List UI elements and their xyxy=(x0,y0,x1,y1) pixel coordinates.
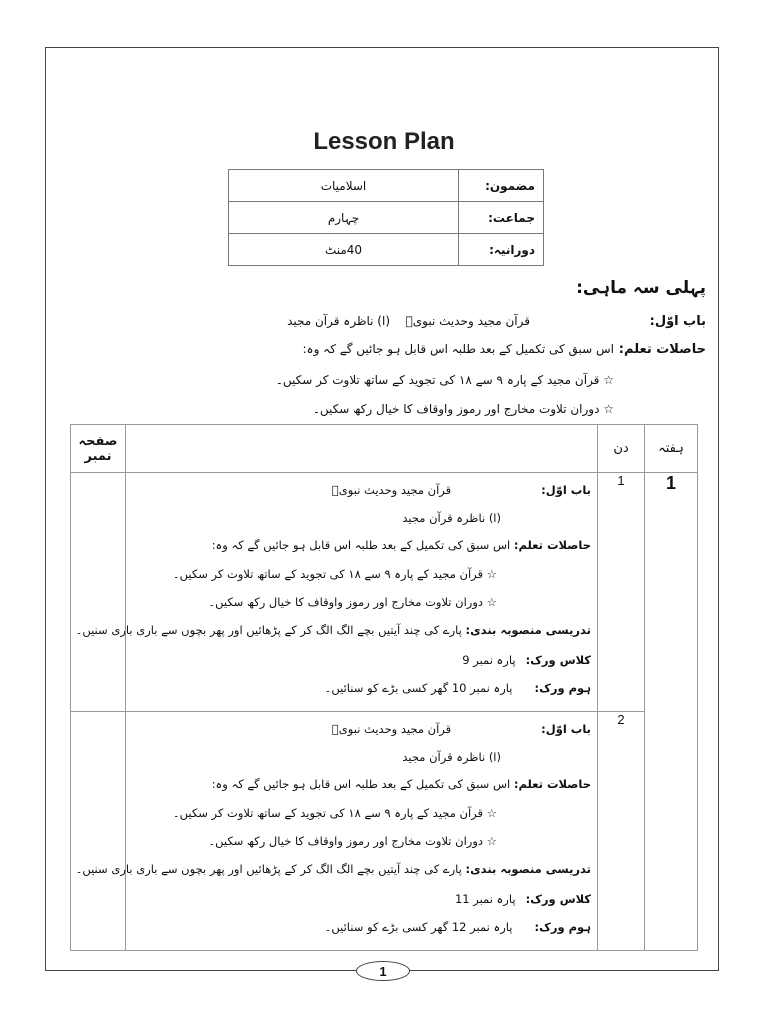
outcomes-label: حاصلات تعلم: xyxy=(513,538,591,552)
semester-heading: پہلی سہ ماہی: xyxy=(576,278,706,298)
table-row xyxy=(71,473,698,712)
outcome-point: ☆ قرآن مجید کے پارہ ۹ سے ۱۸ کی تجوید کے ساتھ تلاوت کر سکیں۔ xyxy=(275,373,614,387)
header-page-number: صفحہ نمبر xyxy=(71,425,126,473)
info-row-class xyxy=(229,202,544,234)
info-row-subject xyxy=(229,170,544,202)
outcomes-label: حاصلات تعلم: xyxy=(618,342,706,357)
outcome-point: ☆ دوران تلاوت مخارج اور رموز واوقاف کا خیال رکھ سکیں۔ xyxy=(208,595,497,609)
chapter-title: قرآن مجید وحدیث نبویؐ xyxy=(405,314,530,328)
classwork-text: پارہ نمبر 9 xyxy=(462,653,516,667)
outcome-point: ☆ دوران تلاوت مخارج اور رموز واوقاف کا خیال رکھ سکیں۔ xyxy=(208,834,497,848)
outcomes-intro: اس سبق کی تکمیل کے بعد طلبہ اس قابل ہو جائیں گے کہ وہ: xyxy=(211,538,511,552)
classwork-text: پارہ نمبر 11 xyxy=(454,892,516,906)
week-cell: 1 xyxy=(645,473,698,951)
day-cell: 2 xyxy=(598,712,645,951)
homework-text: پارہ نمبر 12 گھر کسی بڑے کو سنائیں۔ xyxy=(324,920,513,934)
chapter-label: باب اوّل: xyxy=(649,314,706,329)
lesson-content-cell xyxy=(75,712,598,951)
info-label: جماعت: xyxy=(459,202,544,234)
plan-text: پارے کی چند آیتیں بچے الگ الگ کر کے پڑھائیں اور پھر بچوں سے باری باری سنیں۔ xyxy=(75,623,462,637)
info-value: اسلامیات xyxy=(229,170,459,202)
chapter-sub: (ا) ناظرہ قرآن مجید xyxy=(402,511,501,525)
table-row xyxy=(71,712,698,951)
header-content xyxy=(126,425,598,473)
outcome-point: ☆ دوران تلاوت مخارج اور رموز واوقاف کا خیال رکھ سکیں۔ xyxy=(312,402,614,416)
info-value: چہارم xyxy=(229,202,459,234)
homework-label: ہوم ورک: xyxy=(534,681,591,695)
homework-text: پارہ نمبر 10 گھر کسی بڑے کو سنائیں۔ xyxy=(324,681,513,695)
plan-text: پارے کی چند آیتیں بچے الگ الگ کر کے پڑھائیں اور پھر بچوں سے باری باری سنیں۔ xyxy=(75,862,462,876)
plan-label: تدریسی منصوبہ بندی: xyxy=(465,862,591,876)
outcome-point: ☆ قرآن مجید کے پارہ ۹ سے ۱۸ کی تجوید کے ساتھ تلاوت کر سکیں۔ xyxy=(172,806,497,820)
plan-label: تدریسی منصوبہ بندی: xyxy=(465,623,591,637)
classwork-label: کلاس ورک: xyxy=(525,892,591,906)
chapter-title: قرآن مجید وحدیث نبویؐ xyxy=(331,722,452,736)
weekly-plan-table xyxy=(70,424,698,951)
chapter-label: باب اوّل: xyxy=(541,722,591,736)
outcomes-label: حاصلات تعلم: xyxy=(513,777,591,791)
chapter-title: قرآن مجید وحدیث نبویؐ xyxy=(331,483,452,497)
homework-label: ہوم ورک: xyxy=(534,920,591,934)
outcomes-intro: اس سبق کی تکمیل کے بعد طلبہ اس قابل ہو جائیں گے کہ وہ: xyxy=(211,777,511,791)
page-number-cell xyxy=(71,712,126,951)
outcomes-intro: اس سبق کی تکمیل کے بعد طلبہ اس قابل ہو جائیں گے کہ وہ: xyxy=(302,342,614,356)
chapter-sub: (ا) ناظرہ قرآن مجید xyxy=(287,314,390,328)
info-value: 40منٹ xyxy=(229,234,459,266)
page-title: Lesson Plan xyxy=(313,128,455,155)
info-row-duration xyxy=(229,234,544,266)
header-week: ہفتہ xyxy=(645,425,698,473)
day-cell: 1 xyxy=(598,473,645,712)
page-number-cell xyxy=(71,473,126,712)
header-day: دن xyxy=(598,425,645,473)
info-label: دورانیہ: xyxy=(459,234,544,266)
outcome-point: ☆ قرآن مجید کے پارہ ۹ سے ۱۸ کی تجوید کے ساتھ تلاوت کر سکیں۔ xyxy=(172,567,497,581)
subject-info-table xyxy=(228,169,544,266)
info-label: مضمون: xyxy=(459,170,544,202)
chapter-sub: (ا) ناظرہ قرآن مجید xyxy=(402,750,501,764)
chapter-label: باب اوّل: xyxy=(541,483,591,497)
lesson-content-cell xyxy=(75,473,598,712)
page-number-badge: 1 xyxy=(356,961,410,981)
table-header-row xyxy=(71,425,698,473)
classwork-label: کلاس ورک: xyxy=(525,653,591,667)
